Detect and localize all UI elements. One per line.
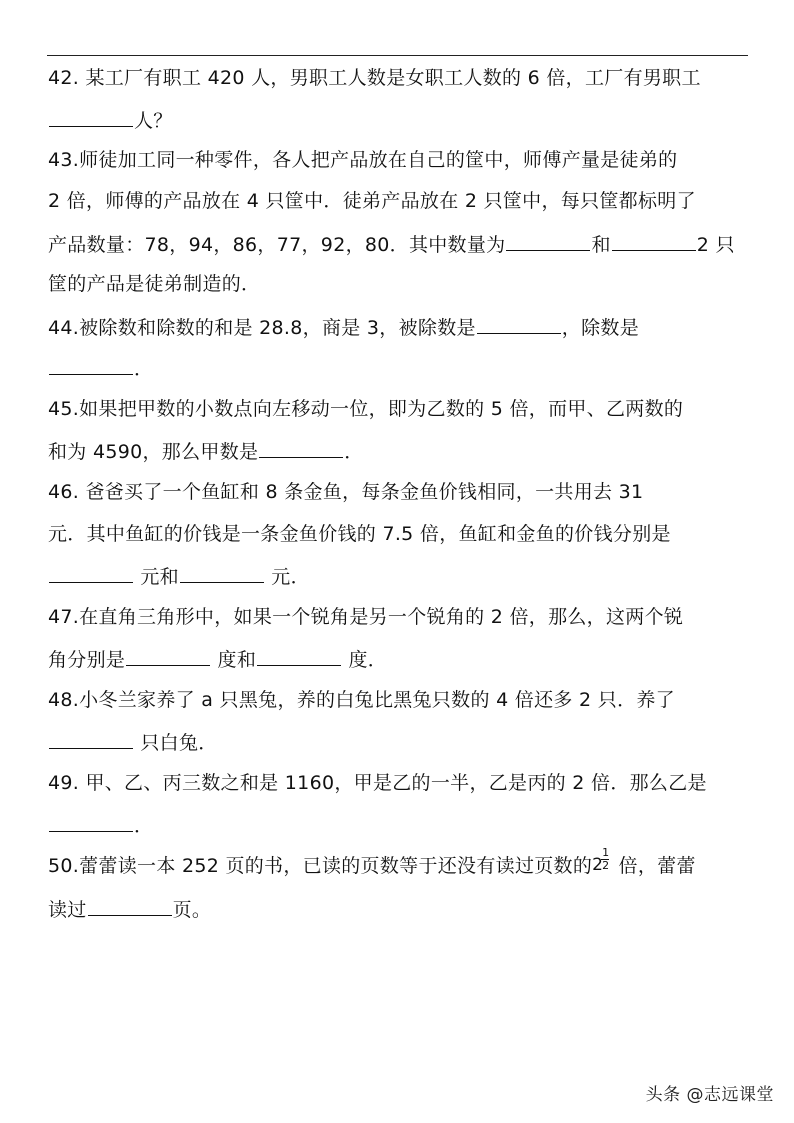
q43-line-3	[48, 231, 735, 257]
q46-text: 元．其中鱼缸的价钱是一条金鱼价钱的 7.5 倍，鱼缸和金鱼的价钱分别是	[48, 523, 671, 545]
q42-text-end: 人？	[134, 110, 173, 132]
q45-text-end: ．	[344, 441, 364, 463]
answer-blank[interactable]	[259, 438, 343, 458]
q45-line-2	[48, 438, 364, 464]
q50-text: 50.蕾蕾读一本 252 页的书，已读的页数等于还没有读过页数的	[48, 855, 593, 877]
answer-blank[interactable]	[506, 231, 590, 251]
q48-text-end: 只白兔．	[140, 732, 218, 754]
answer-blank[interactable]	[612, 231, 696, 251]
answer-blank[interactable]	[257, 646, 341, 666]
q50-line-2	[48, 896, 211, 922]
q45-text: 45.如果把甲数的小数点向左移动一位，即为乙数的 5 倍，而甲、乙两数的	[48, 398, 684, 420]
q43-text: 43.师徒加工同一种零件，各人把产品放在自己的筐中，师傅产量是徒弟的	[48, 149, 678, 171]
q43-text: 产品数量：78，94，86，77，92，80．其中数量为	[48, 234, 506, 256]
top-rule	[47, 55, 748, 56]
answer-blank[interactable]	[49, 812, 133, 832]
q48-line-1	[48, 688, 675, 712]
q45-line-1	[48, 397, 683, 421]
q49-line-2	[48, 812, 153, 838]
q47-line-2	[48, 646, 387, 672]
q47-text: 47.在直角三角形中，如果一个锐角是另一个锐角的 2 倍，那么，这两个锐	[48, 606, 684, 628]
answer-blank[interactable]	[49, 729, 133, 749]
q46-text: 46. 爸爸买了一个鱼缸和 8 条金鱼，每条金鱼价钱相同，一共用去 31	[48, 481, 644, 503]
q46-text-mid: 元和	[140, 566, 179, 588]
q42-line-1	[48, 66, 701, 90]
q44-text: 44.被除数和除数的和是 28.8，商是 3，被除数是	[48, 317, 476, 339]
q43-text-end: 2 只	[696, 234, 735, 256]
q43-text: 筐的产品是徒弟制造的．	[48, 273, 261, 295]
q48-line-2	[48, 729, 218, 755]
answer-blank[interactable]	[477, 314, 561, 334]
answer-blank[interactable]	[126, 646, 210, 666]
watermark: 头条 @志远课堂	[645, 1085, 774, 1105]
q43-line-2	[48, 189, 696, 213]
fraction-numerator: 1	[602, 846, 610, 859]
q43-text-mid: 和	[591, 234, 611, 256]
answer-blank[interactable]	[88, 896, 172, 916]
answer-blank[interactable]	[49, 355, 133, 375]
fraction-whole: 2	[592, 855, 604, 875]
q44-text-end: ．	[134, 358, 154, 380]
q50-text-end: 页。	[172, 899, 212, 921]
q43-line-1	[48, 148, 677, 172]
q49-text-end: ．	[134, 815, 154, 837]
q46-line-3	[48, 563, 310, 589]
fraction-denominator: 2	[602, 859, 610, 872]
q43-line-4	[48, 272, 260, 296]
q46-text-end: 元．	[271, 566, 310, 588]
q47-text-end: 度．	[348, 649, 388, 671]
q46-line-2	[48, 522, 671, 546]
q46-line-1	[48, 480, 643, 504]
q47-line-1	[48, 605, 683, 629]
q49-line-1	[48, 771, 707, 795]
answer-blank[interactable]	[180, 563, 264, 583]
q49-text: 49. 甲、乙、丙三数之和是 1160，甲是乙的一半，乙是丙的 2 倍．那么乙是	[48, 772, 707, 794]
q47-text-mid: 度和	[217, 649, 257, 671]
q43-text: 2 倍，师傅的产品放在 4 只筐中．徒弟产品放在 2 只筐中，每只筐都标明了	[48, 190, 696, 212]
q48-text: 48.小冬兰家养了 a 只黑兔，养的白兔比黑兔只数的 4 倍还多 2 只．养了	[48, 689, 675, 711]
q42-line-2	[48, 107, 173, 133]
answer-blank[interactable]	[49, 563, 133, 583]
q47-text: 角分别是	[48, 649, 126, 671]
q45-text: 和为 4590，那么甲数是	[48, 441, 259, 463]
q44-text-mid: ，除数是	[561, 317, 639, 339]
q50-text: 读过	[48, 899, 87, 921]
answer-blank[interactable]	[49, 107, 133, 127]
q50-text-end: 倍，蕾蕾	[618, 855, 696, 877]
q44-line-1	[48, 314, 639, 340]
q50-line-1	[48, 846, 696, 878]
q44-line-2	[48, 355, 153, 381]
q42-text: 42. 某工厂有职工 420 人，男职工人数是女职工人数的 6 倍，工厂有男职工	[48, 67, 701, 89]
mixed-fraction	[592, 846, 612, 875]
